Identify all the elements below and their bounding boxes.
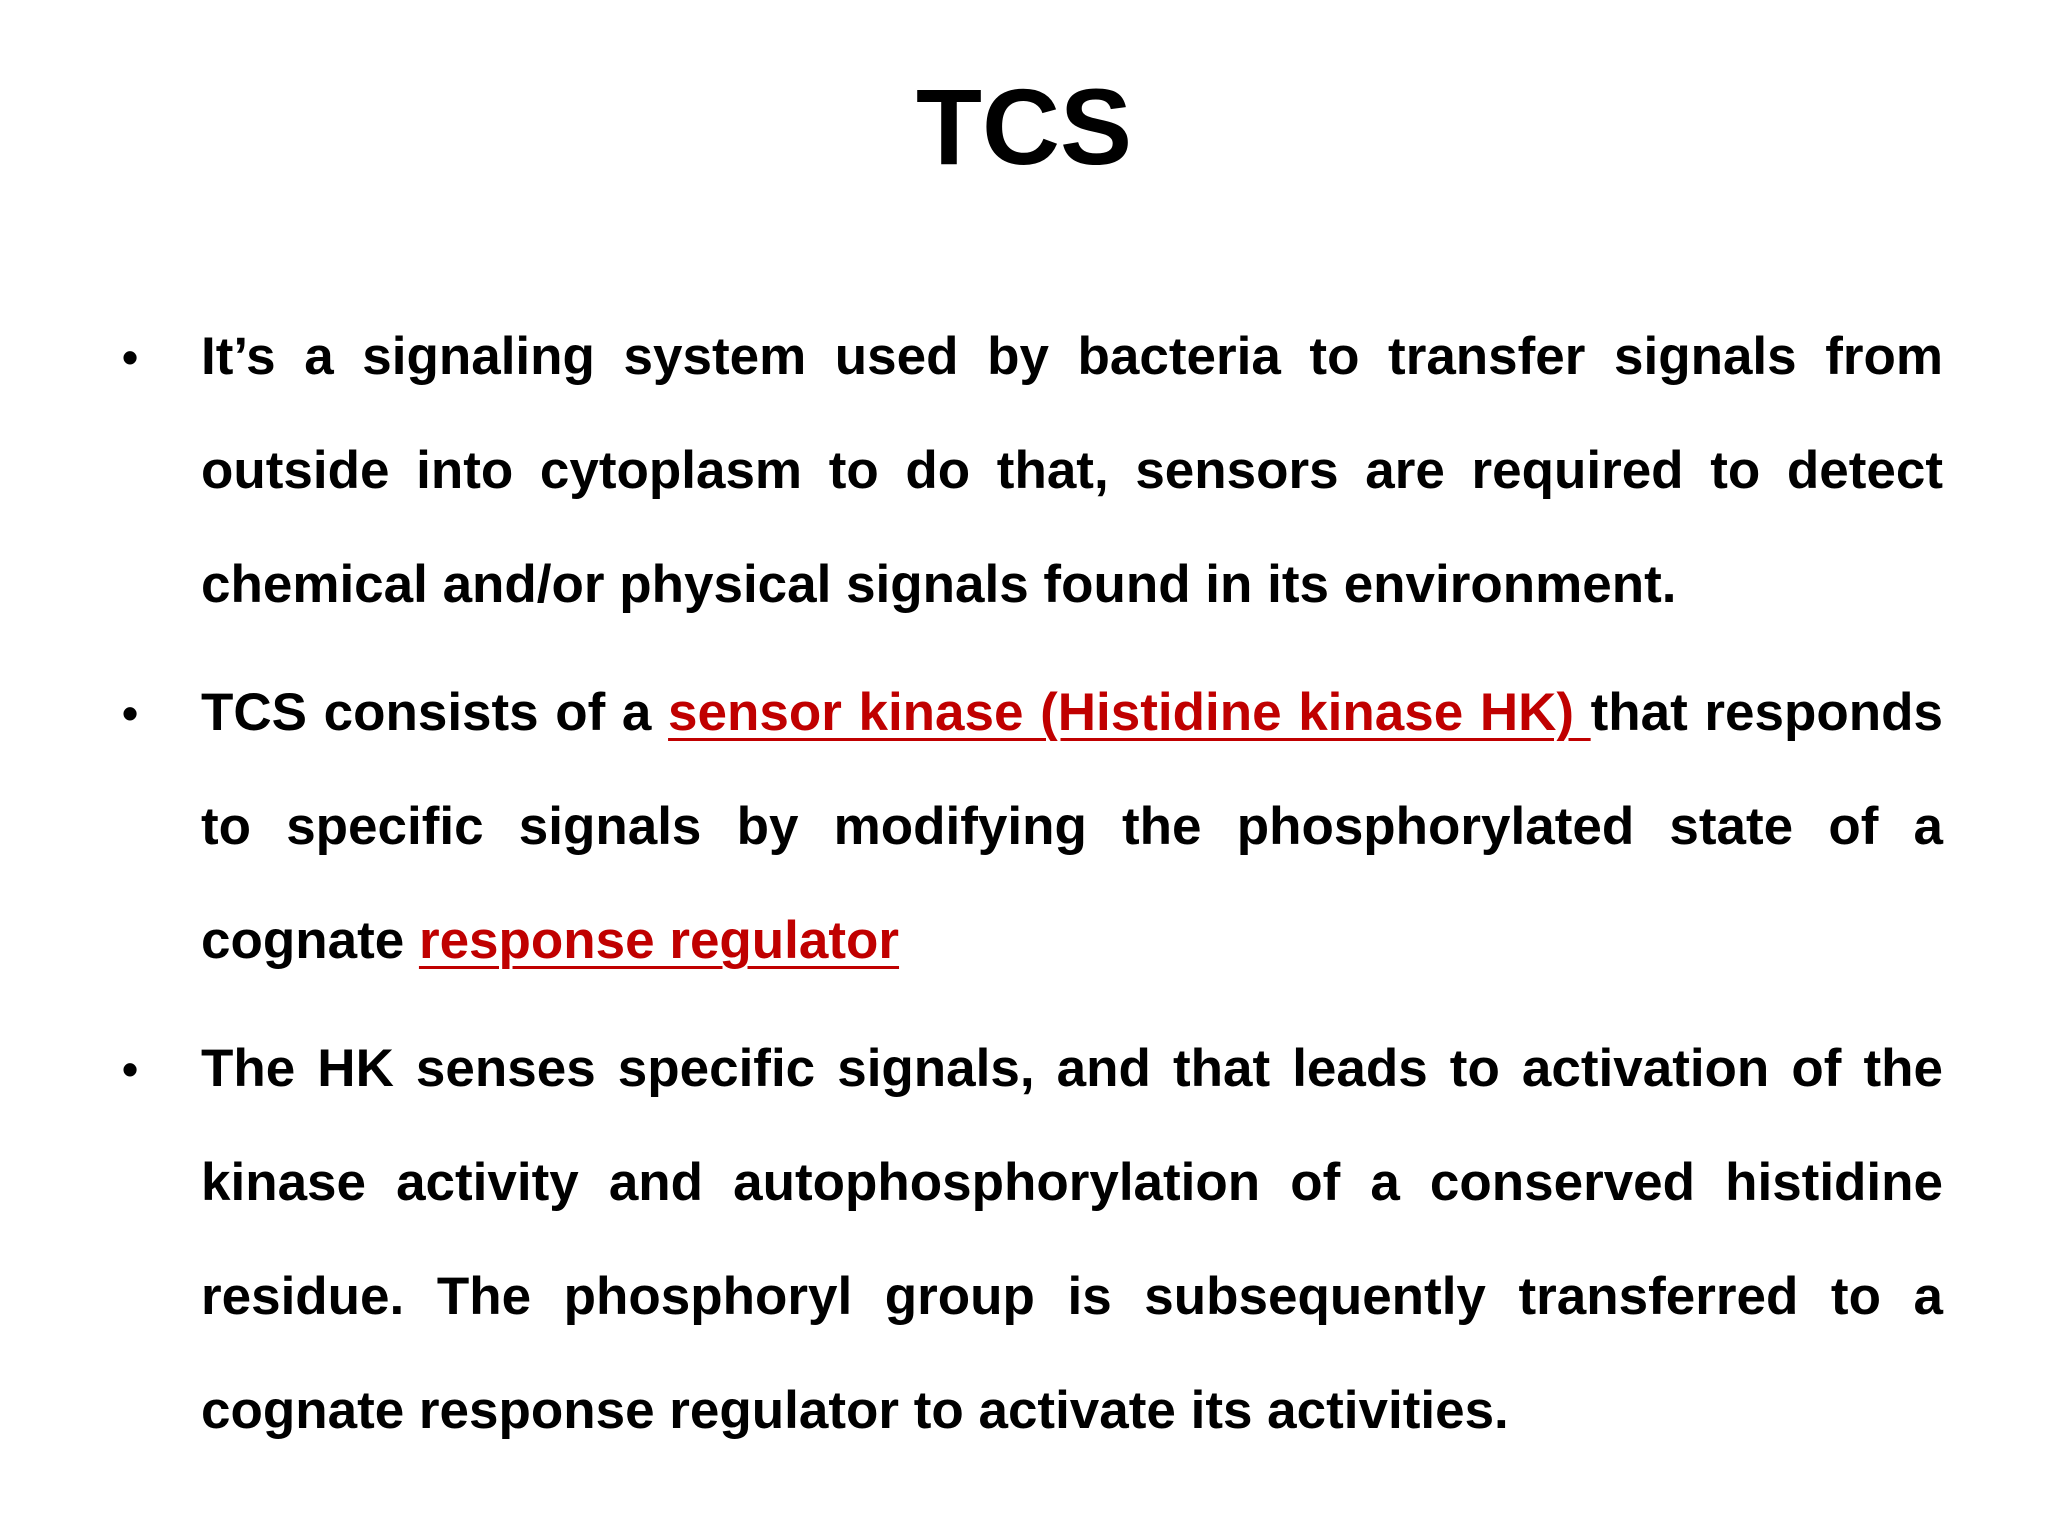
bullet-2-middle: that responds to specific signals by modifying the phosphorylated state of a cognate (201, 683, 1943, 970)
bullet-icon: • (122, 331, 139, 383)
sensor-kinase-link[interactable]: sensor kinase (Histidine kinase HK) (668, 683, 1591, 742)
bullet-text-3: The HK senses specific signals, and that leads to activation of the kinase activity and autophosphorylation of a conserved histidine residue. The phosphoryl group is subsequently transferred to a cognate response regulator to activate its activities. (201, 1039, 1943, 1440)
bullet-item-2 (0, 656, 2048, 998)
bullet-text-1: It’s a signaling system used by bacteria to transfer signals from outside into cytoplasm to do that, sensors are required to detect chemical and/or physical signals found in its environment. (201, 327, 1943, 614)
bullet-icon: • (122, 1043, 139, 1095)
bullet-text-2 (201, 656, 1943, 998)
slide-title: TCS (916, 66, 1132, 187)
bullet-list (0, 300, 2048, 1482)
response-regulator-link[interactable]: response regulator (418, 911, 900, 970)
bullet-item-3 (0, 1012, 2048, 1468)
bullet-icon: • (122, 687, 139, 739)
bullet-item-1 (0, 300, 2048, 642)
bullet-2-intro: TCS consists of a (201, 683, 669, 742)
